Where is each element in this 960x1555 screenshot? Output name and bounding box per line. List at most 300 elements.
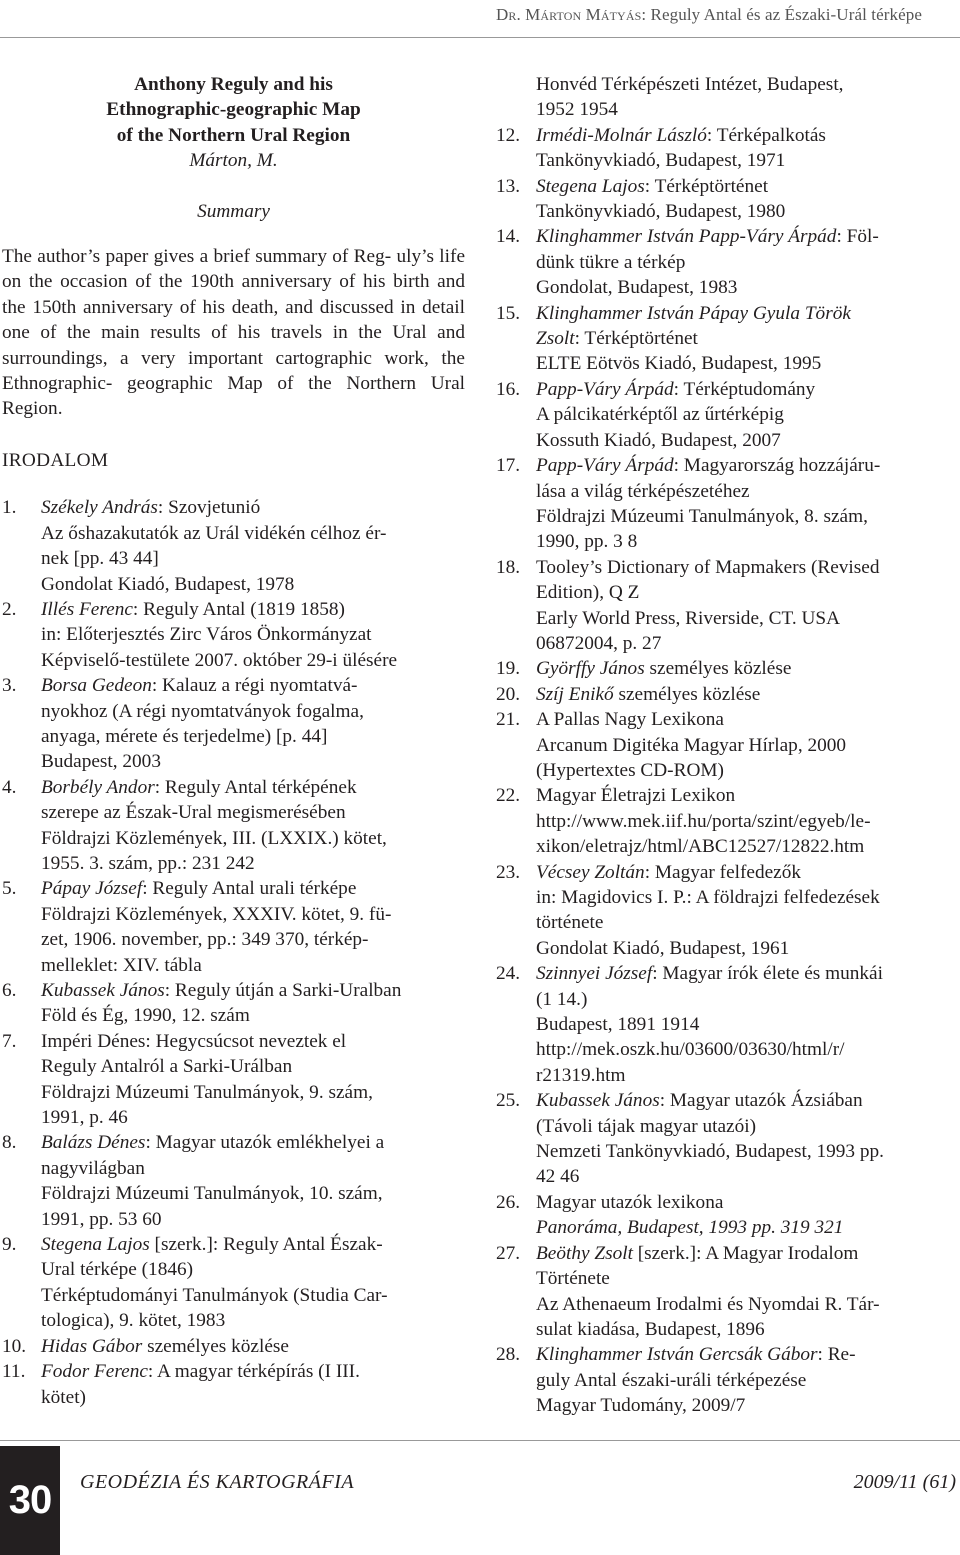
reference-segment: Budapest, 2003 [41,751,161,773]
reference-line [536,453,958,478]
reference-text [41,1130,465,1232]
reference-item [496,860,958,962]
running-head [496,5,922,25]
reference-number: 12. [496,124,521,146]
reference-segment: : Föl- [836,226,879,248]
reference-line [536,326,958,351]
reference-item [2,978,465,1029]
reference-segment: személyes közlése [142,1335,289,1357]
reference-item [496,656,958,681]
reference-item [496,453,958,555]
reference-line [41,1181,465,1206]
reference-segment: Gondolat Kiadó, Budapest, 1961 [536,937,790,959]
reference-number: 9. [2,1234,17,1256]
reference-item [496,174,958,225]
reference-segment: története [536,912,604,934]
reference-number: 6. [2,980,17,1001]
reference-segment: [szerk.]: Reguly Antal Észak- [149,1234,383,1256]
reference-author-italic: Kubassek János [41,980,165,1001]
reference-line [536,783,958,808]
reference-number: 2. [2,598,17,620]
reference-item [496,1241,958,1343]
reference-segment: személyes közlése [613,683,761,705]
reference-author-italic: Fodor Ferenc [41,1361,148,1383]
reference-author-italic: Klinghammer István Papp-Váry Árpád [536,226,837,248]
reference-segment: : Re- [817,1344,856,1366]
reference-segment: : Magyar utazók Ázsiában [659,1090,863,1112]
reference-text [41,775,465,877]
reference-line [41,1054,465,1079]
reference-line [536,936,958,961]
reference-segment: : Térképtudomány [673,378,816,400]
reference-segment: Magyar utazók lexikona [536,1191,724,1213]
reference-line [536,428,958,453]
reference-line [536,1088,958,1113]
reference-segment: xikon/eletrajz/html/ABC12527/12822.htm [536,836,865,858]
reference-segment: : Térképtörténet [644,175,769,197]
reference-line [536,1368,958,1393]
reference-segment: Magyar Életrajzi Lexikon [536,785,736,807]
summary-title-line: Anthony Reguly and his [134,74,333,95]
reference-author-italic: Papp-Váry Árpád [536,455,674,477]
reference-number: 20. [496,683,521,705]
reference-text [536,1088,958,1190]
reference-item [2,1130,465,1232]
reference-line [536,1215,958,1240]
reference-number: 3. [2,675,17,697]
abstract-line: The author’s paper gives a brief summary of Reg- [2,246,392,268]
reference-line [536,758,958,783]
reference-author-italic: Szinnyei József [536,963,653,985]
reference-line [536,860,958,885]
reference-number: 26. [496,1191,521,1213]
reference-line [41,1359,465,1384]
reference-line [41,648,465,673]
reference-line [536,809,958,834]
reference-segment: Ural térképe (1846) [41,1259,194,1281]
reference-text [536,301,958,377]
reference-segment: (Hypertextes CD-ROM) [536,759,724,781]
reference-number: 15. [496,302,521,324]
reference-line [536,885,958,910]
reference-number: 23. [496,861,521,883]
reference-line [41,1334,465,1359]
reference-line [41,1080,465,1105]
reference-segment: in: Magidovics I. P.: A földrajzi felfedezések [536,887,880,908]
reference-author-italic: Illés Ferenc [41,598,133,620]
reference-segment: Budapest, 1891 1914 [536,1014,700,1036]
reference-segment: : Térképtörténet [574,328,698,350]
abstract-line: uly’s life on the occasion of the 190th anniversary [2,246,465,293]
reference-segment: Térképtudományi Tanulmányok (Studia Car- [41,1284,388,1306]
reference-author-italic: Beöthy Zsolt [536,1242,633,1264]
reference-author-italic: Györffy János [536,658,645,680]
reference-line [536,1139,958,1164]
journal-issue: 2009/11 (61) [853,1471,956,1493]
reference-line [536,910,958,935]
reference-line [41,851,465,876]
reference-item [2,673,465,775]
footer-rule [0,1440,960,1441]
reference-author-italic: Klinghammer István Pápay Gyula Török [536,302,851,324]
reference-text [536,1342,958,1418]
reference-line [536,656,958,681]
reference-author-italic: Stegena Lajos [536,175,645,197]
reference-item [496,1088,958,1190]
abstract-line: his travels in the Ural and surroundings, a very [2,322,466,369]
reference-segment: Gondolat, Budapest, 1983 [536,277,738,299]
reference-segment: : Reguly Antal térképének [154,776,357,798]
reference-line [536,1114,958,1139]
reference-line [41,1385,465,1410]
reference-segment: Az Athenaeum Irodalmi és Nyomdai R. Tár- [536,1293,880,1315]
reference-segment: (1 14.) [536,988,588,1010]
abstract-line: of his birth and the 150th anniversary of his death, [2,271,465,318]
reference-number: 10. [2,1335,27,1357]
reference-segment: nyokhoz (A régi nyomtatványok fogalma, [41,700,364,722]
reference-text [41,597,465,673]
reference-number: 4. [2,776,17,798]
reference-line [536,1393,958,1418]
reference-line [536,555,958,580]
reference-line [41,673,465,698]
reference-line [41,1105,465,1130]
reference-segment: sulat kiadása, Budapest, 1896 [536,1318,765,1340]
reference-line [536,351,958,376]
reference-line [41,978,465,1003]
reference-line [41,1232,465,1257]
reference-segment: kötet) [41,1386,86,1408]
reference-author-italic: Zsolt [536,328,575,350]
reference-line [536,123,958,148]
reference-text [41,978,465,1029]
reference-segment: in: Előterjesztés Zirc Város Önkormányzat [41,624,372,646]
reference-number: 19. [496,658,521,680]
reference-text [41,1359,465,1410]
reference-number: 18. [496,556,521,578]
reference-text [536,656,958,681]
abstract-line: geographic Map of the Northern Ural Region. [2,373,465,420]
reference-text [536,682,958,707]
reference-line [41,495,465,520]
reference-segment: : Reguly útján a Sarki-Uralban [164,980,402,1001]
reference-text [536,961,958,1088]
reference-segment: : Kalauz a régi nyomtatvá- [151,675,358,697]
reference-line [41,953,465,978]
reference-line [41,1029,465,1054]
reference-text [41,673,465,775]
reference-number: 13. [496,175,521,197]
reference-line [41,622,465,647]
reference-segment: A Pallas Nagy Lexikona [536,709,724,731]
reference-continuation-line: 1952 1954 [536,99,618,121]
reference-number: 14. [496,226,521,248]
reference-segment: A pálcikatérképtől az űrtérképig [536,404,784,426]
reference-line [41,572,465,597]
reference-segment: anyaga, mérete és terjedelme) [p. 44] [41,725,328,747]
reference-segment: : Szovjetunió [157,497,261,519]
reference-segment: Gondolat Kiadó, Budapest, 1978 [41,573,295,595]
reference-segment: lása a világ térképészetéhez [536,480,750,502]
reference-line [41,749,465,774]
reference-item [2,876,465,978]
reference-segment: 1991, p. 46 [41,1107,128,1129]
reference-segment: ELTE Eötvös Kiadó, Budapest, 1995 [536,353,822,375]
reference-line [536,1266,958,1291]
reference-text [536,707,958,783]
reference-author-italic: Balázs Dénes [41,1132,146,1154]
summary-abstract [2,244,465,422]
reference-line [536,1012,958,1037]
reference-number: 22. [496,785,521,807]
reference-line [536,479,958,504]
reference-segment: Early World Press, Riverside, CT. USA [536,607,841,629]
reference-author-italic: Pápay József [41,878,143,900]
reference-item [496,224,958,300]
header-rule [0,37,960,38]
reference-segment: Földrajzi Közlemények, XXXIV. kötet, 9. fü- [41,903,392,925]
summary-title [2,72,465,148]
reference-author-italic: Borsa Gedeon [41,675,152,697]
reference-author-italic: Hidas Gábor [41,1335,143,1357]
reference-item [2,1232,465,1334]
reference-segment: zet, 1906. november, pp.: 349 370, térkép- [41,929,369,951]
reference-segment: melleklet: XIV. tábla [41,954,202,976]
reference-number: 16. [496,378,521,400]
reference-author-italic: Székely András [41,497,158,519]
reference-line [536,504,958,529]
summary-author: Márton, M. [189,150,278,172]
reference-line [41,876,465,901]
abstract-line: and discussed in detail one of the main results of [2,296,465,344]
reference-segment: Magyar Tudomány, 2009/7 [536,1395,746,1417]
reference-line [536,580,958,605]
reference-segment: Edition), Q Z [536,582,640,604]
page-number: 30 [0,1446,60,1555]
reference-segment: 1955. 3. szám, pp.: 231 242 [41,852,255,874]
reference-line [41,902,465,927]
reference-line [536,1164,958,1189]
reference-segment: Képviselő-testülete 2007. október 29-i ülésére [41,649,398,671]
reference-author-italic: Panoráma, Budapest, 1993 pp. 319 321 [536,1217,844,1239]
reference-item [496,1190,958,1241]
reference-segment: személyes közlése [644,658,792,680]
reference-number: 25. [496,1090,521,1112]
reference-number: 7. [2,1030,17,1052]
reference-line [536,199,958,224]
reference-line [41,1130,465,1155]
reference-segment: r21319.htm [536,1064,626,1086]
reference-text [41,1029,465,1131]
reference-number: 24. [496,963,521,985]
reference-segment: http://mek.oszk.hu/03600/03630/html/r/ [536,1039,845,1061]
reference-author-italic: Vécsey Zoltán [536,861,645,883]
reference-line [536,301,958,326]
reference-line [536,402,958,427]
reference-item [496,123,958,174]
reference-segment: Földrajzi Múzeumi Tanulmányok, 8. szám, [536,505,868,527]
reference-segment: : Magyar felfedezők [644,861,802,883]
reference-line [536,250,958,275]
reference-item [496,377,958,453]
reference-number: 27. [496,1242,521,1264]
reference-number: 17. [496,455,521,477]
reference-segment: nagyvilágban [41,1157,145,1179]
reference-segment: (Távoli tájak magyar utazói) [536,1115,757,1137]
reference-line [536,1342,958,1367]
reference-text [536,555,958,657]
running-head-title: Reguly Antal és az Északi-Urál térképe [650,5,922,24]
reference-number: 5. [2,878,17,900]
journal-name: GEODÉZIA ÉS KARTOGRÁFIA [80,1471,355,1493]
reference-text [41,1232,465,1334]
running-head-separator: : [641,5,651,24]
reference-text [536,1190,958,1241]
reference-line [536,1063,958,1088]
reference-segment: Reguly Antalról a Sarki-Urálban [41,1056,293,1078]
reference-author-italic: Klinghammer István Gercsák Gábor [536,1344,818,1366]
reference-item [2,775,465,877]
reference-segment: guly Antal északi-uráli térképezése [536,1369,807,1391]
reference-line [536,1292,958,1317]
reference-line [536,1241,958,1266]
reference-item [2,495,465,597]
reference-line [536,987,958,1012]
reference-line [41,1283,465,1308]
reference-line [41,775,465,800]
reference-line [536,275,958,300]
reference-line [536,707,958,732]
reference-line [536,682,958,707]
reference-number: 8. [2,1132,17,1154]
reference-line [536,961,958,986]
reference-author-italic: Irmédi-Molnár László [536,124,707,146]
reference-segment: Tooley’s Dictionary of Mapmakers (Revised [536,556,880,578]
reference-item [2,1359,465,1410]
reference-line [536,174,958,199]
reference-line [41,724,465,749]
reference-text [41,1334,465,1359]
reference-segment: Az őshazakutatók az Urál vidékén célhoz ér- [41,522,387,544]
reference-segment: Földrajzi Múzeumi Tanulmányok, 10. szám, [41,1183,383,1205]
reference-segment: Kossuth Kiadó, Budapest, 2007 [536,429,781,451]
reference-line [41,1003,465,1028]
reference-segment: dünk tükre a térkép [536,251,686,273]
reference-text [536,860,958,962]
reference-segment: 1991, pp. 53 60 [41,1208,162,1230]
reference-segment: http://www.mek.iif.hu/porta/szint/egyeb/le- [536,810,871,832]
reference-segment: Impéri Dénes: Hegycsúcsot neveztek el [41,1030,347,1052]
reference-item [496,707,958,783]
reference-line [536,733,958,758]
reference-segment: Föld és Ég, 1990, 12. szám [41,1005,250,1027]
reference-segment: : Reguly Antal urali térképe [142,878,357,900]
reference-text [536,783,958,859]
left-column [2,72,465,1410]
reference-item [496,961,958,1088]
running-head-author: Dr. Márton Mátyás [496,5,642,24]
reference-number: 1. [2,497,17,519]
summary-title-line: of the Northern Ural Region [116,124,351,146]
summary-title-line: Ethnographic-geographic Map [106,99,361,121]
reference-item [2,1334,465,1359]
reference-line [41,927,465,952]
reference-segment: tologica), 9. kötet, 1983 [41,1310,226,1332]
right-column [496,72,958,1419]
reference-text [41,876,465,978]
reference-number: 11. [2,1361,26,1383]
reference-line [41,1156,465,1181]
reference-text [536,224,958,300]
reference-author-italic: Papp-Váry Árpád [536,378,674,400]
reference-author-italic: Kubassek János [536,1090,660,1112]
reference-line [41,1207,465,1232]
reference-item [496,301,958,377]
reference-number: 28. [496,1344,521,1366]
reference-continuation-line: Honvéd Térképészeti Intézet, Budapest, [536,74,844,95]
reference-author-italic: Szíj Enikő [536,683,614,705]
reference-segment: Földrajzi Múzeumi Tanulmányok, 9. szám, [41,1081,373,1103]
reference-item [2,1029,465,1131]
reference-text [41,495,465,597]
reference-segment: szerepe az Észak-Ural megismerésében [41,802,346,824]
reference-segment: : Reguly Antal (1819 1858) [132,598,345,620]
reference-line [536,148,958,173]
reference-line [536,377,958,402]
reference-item [496,682,958,707]
reference-line [536,1037,958,1062]
reference-line [41,521,465,546]
references-heading: IRODALOM [2,449,109,471]
reference-item [496,555,958,657]
reference-line [536,631,958,656]
reference-line [536,606,958,631]
reference-segment: Tankönyvkiadó, Budapest, 1980 [536,201,786,223]
reference-text [536,123,958,174]
reference-line [41,1308,465,1333]
reference-line [41,699,465,724]
reference-line [536,1190,958,1215]
reference-segment: Története [536,1268,610,1290]
reference-segment: 1990, pp. 3 8 [536,531,638,553]
summary-label: Summary [197,200,270,222]
reference-list-right [496,123,958,1419]
reference-line [41,800,465,825]
reference-author-italic: Borbély Andor [41,776,155,798]
reference-segment: Arcanum Digitéka Magyar Hírlap, 2000 [536,734,847,756]
reference-author-italic: Stegena Lajos [41,1234,150,1256]
reference-item [496,1342,958,1418]
reference-segment: : Térképalkotás [706,124,826,146]
reference-segment: : A magyar térképírás (I III. [147,1361,360,1383]
reference-segment: 06872004, p. 27 [536,632,662,654]
reference-line [41,597,465,622]
reference-line [536,224,958,249]
reference-segment: 42 46 [536,1166,580,1188]
reference-number: 21. [496,709,521,731]
abstract-line: important cartographic work, the Ethnographic- [2,347,465,395]
reference-segment: Földrajzi Közlemények, III. (LXXIX.) kötet, [41,827,387,849]
reference-line [41,546,465,571]
reference-segment: : Magyarország hozzájáru- [673,455,881,477]
reference-segment: Tankönyvkiadó, Budapest, 1971 [536,150,786,172]
reference-segment: : Magyar utazók emlékhelyei a [145,1132,385,1154]
reference-segment: Nemzeti Tankönyvkiadó, Budapest, 1993 pp. [536,1141,884,1163]
reference-line [41,826,465,851]
reference-line [41,1257,465,1282]
reference-list-left [2,495,465,1410]
reference-text [536,174,958,225]
